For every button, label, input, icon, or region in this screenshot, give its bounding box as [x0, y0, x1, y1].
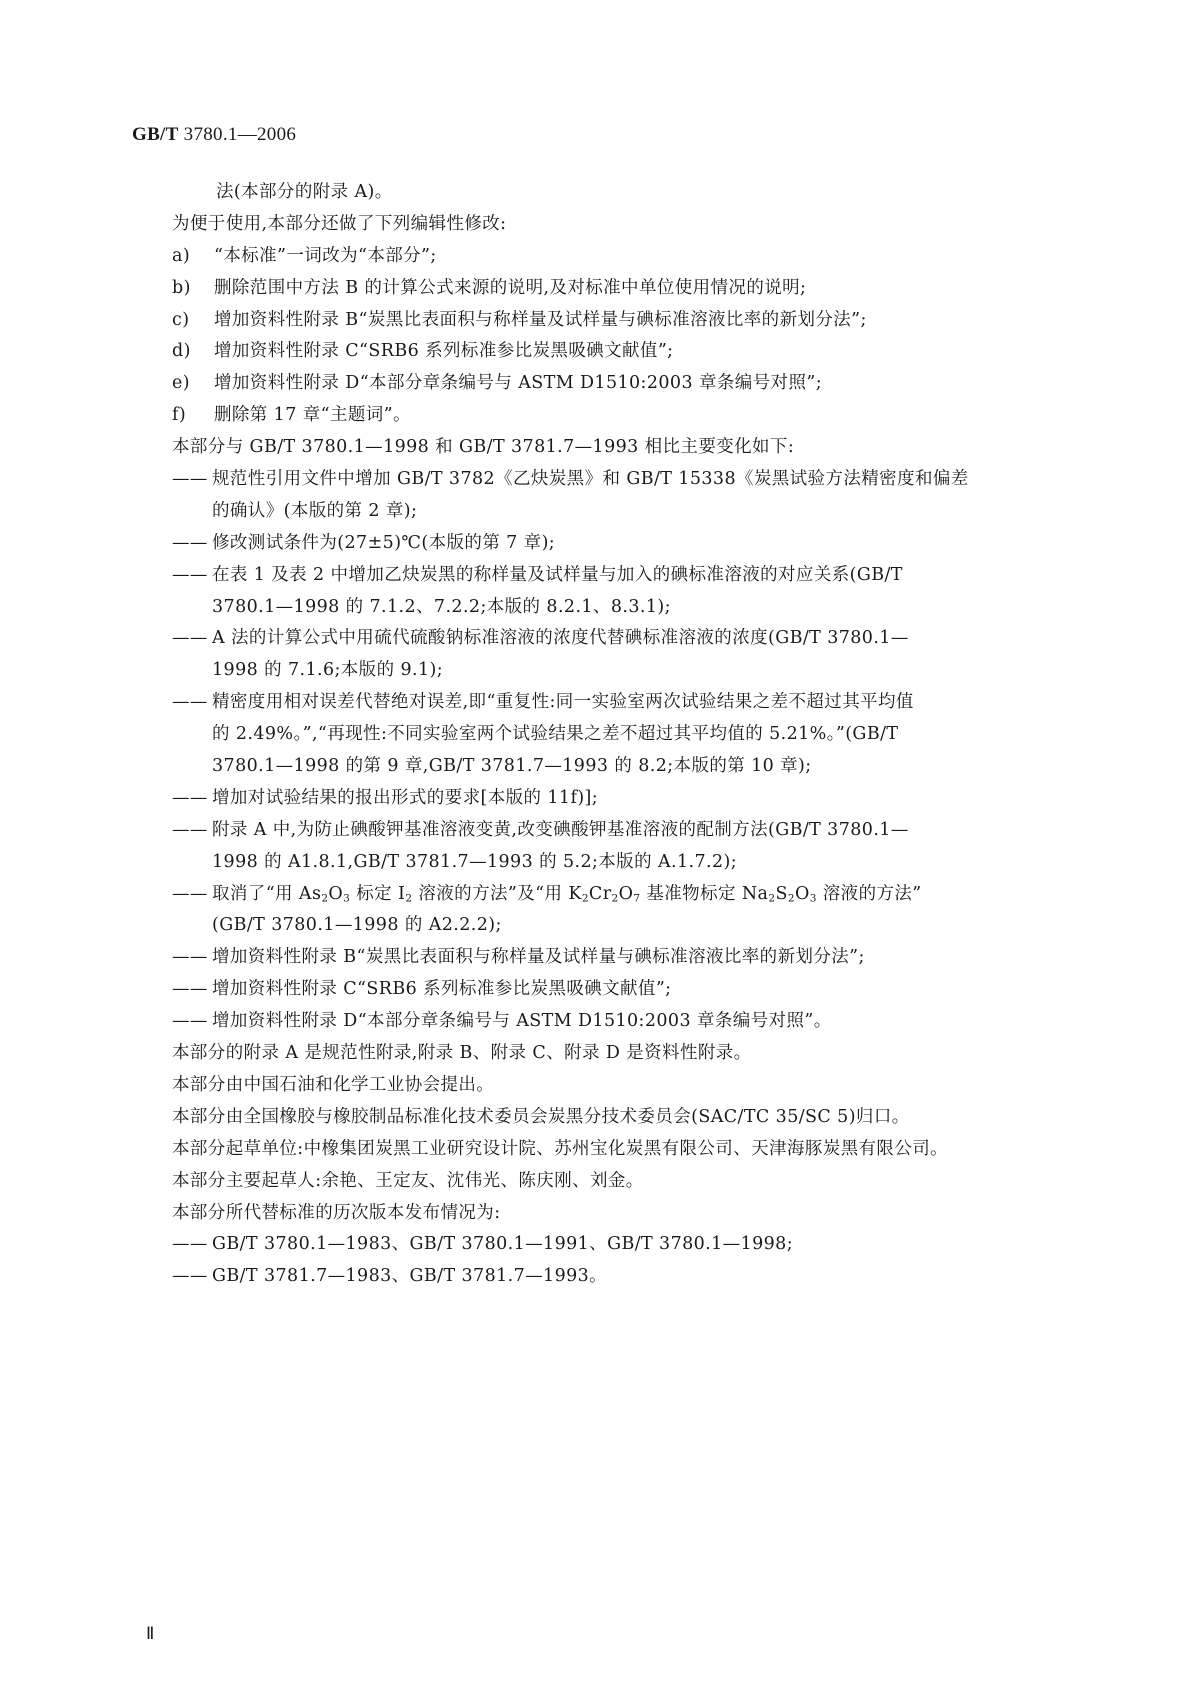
document-code	[132, 124, 296, 146]
text-line	[172, 1166, 1052, 1198]
text-line	[172, 783, 1052, 815]
text-line	[172, 879, 1052, 911]
text-line	[172, 655, 1052, 687]
list-marker: e)	[172, 373, 190, 394]
line-text: 增加资料性附录 B“炭黑比表面积与称样量及试样量与碘标准溶液比率的新划分法”;	[212, 947, 865, 968]
line-text: GB/T 3780.1—1983、GB/T 3780.1—1991、GB/T 3780.1—1998;	[212, 1234, 794, 1255]
line-text: 删除第 17 章“主题词”。	[214, 405, 411, 426]
text-line	[172, 847, 1052, 879]
line-text: 本部分的附录 A 是规范性附录,附录 B、附录 C、附录 D 是资料性附录。	[172, 1043, 752, 1064]
dash-marker: ——	[172, 469, 208, 490]
subscript: 2	[611, 892, 619, 905]
subscript: 2	[321, 892, 329, 905]
line-text: 删除范围中方法 B 的计算公式来源的说明,及对标准中单位使用情况的说明;	[214, 277, 807, 298]
text-fragment: 基准物标定 Na	[640, 883, 769, 904]
text-line	[172, 305, 1052, 337]
list-marker: c)	[172, 309, 190, 330]
dash-marker: ——	[172, 1011, 208, 1032]
subscript: 2	[787, 892, 795, 905]
text-line	[172, 336, 1052, 368]
line-text: 在表 1 及表 2 中增加乙炔炭黑的称样量及试样量与加入的碘标准溶液的对应关系(GB/T	[212, 564, 903, 585]
line-text: 本部分与 GB/T 3780.1—1998 和 GB/T 3781.7—1993 相比主要变化如下:	[172, 437, 795, 458]
text-fragment: 溶液的方法”及“用 K	[412, 883, 582, 904]
text-fragment: O	[328, 883, 344, 904]
text-fragment: 溶液的方法”	[816, 883, 922, 904]
dash-marker: ——	[172, 692, 208, 713]
line-text: 规范性引用文件中增加 GB/T 3782《乙炔炭黑》和 GB/T 15338《炭黑试验方法精密度和偏差	[212, 469, 969, 490]
text-line	[172, 464, 1052, 496]
line-text: 精密度用相对误差代替绝对误差,即“重复性:同一实验室两次试验结果之差不超过其平均值	[212, 692, 914, 713]
line-text: 修改测试条件为(27±5)℃(本版的第 7 章);	[212, 532, 556, 553]
line-text: 本部分由中国石油和化学工业协会提出。	[172, 1074, 495, 1095]
foreword-body	[172, 177, 1052, 1293]
text-line	[172, 177, 1052, 209]
text-line	[172, 432, 1052, 464]
text-fragment: O	[794, 883, 810, 904]
line-text: 3780.1—1998 的 7.1.2、7.2.2;本版的 8.2.1、8.3.1);	[212, 596, 671, 617]
text-line	[172, 400, 1052, 432]
subscript: 2	[581, 892, 589, 905]
line-text: 增加资料性附录 C“SRB6 系列标准参比炭黑吸碘文献值”;	[212, 979, 672, 1000]
subscript: 3	[809, 892, 817, 905]
dash-marker: ——	[172, 819, 208, 840]
dash-marker: ——	[172, 564, 208, 585]
list-marker: d)	[172, 341, 191, 362]
text-line	[172, 1006, 1052, 1038]
text-fragment: O	[618, 883, 634, 904]
text-fragment: Cr	[588, 883, 612, 904]
text-line	[172, 974, 1052, 1006]
dash-marker: ——	[172, 979, 208, 1000]
text-line	[172, 1102, 1052, 1134]
text-line	[172, 241, 1052, 273]
line-text: 本部分主要起草人:余艳、王定友、沈伟光、陈庆刚、刘金。	[172, 1170, 644, 1191]
line-text	[212, 884, 922, 904]
list-marker: f)	[172, 405, 187, 426]
dash-marker: ——	[172, 947, 208, 968]
line-text: (GB/T 3780.1—1998 的 A2.2.2);	[212, 915, 502, 936]
text-line	[172, 496, 1052, 528]
page-number: Ⅱ	[146, 1624, 155, 1643]
text-line	[172, 1038, 1052, 1070]
line-text: 本部分起草单位:中橡集团炭黑工业研究设计院、苏州宝化炭黑有限公司、天津海豚炭黑有限公司。	[172, 1138, 948, 1159]
line-text: 增加资料性附录 B“炭黑比表面积与称样量及试样量与碘标准溶液比率的新划分法”;	[214, 309, 867, 330]
dash-marker: ——	[172, 787, 208, 808]
line-text: 增加资料性附录 D“本部分章条编号与 ASTM D1510:2003 章条编号对照”。	[212, 1011, 832, 1032]
text-line	[172, 687, 1052, 719]
text-fragment: 标定 I	[350, 883, 406, 904]
line-text: 本部分由全国橡胶与橡胶制品标准化技术委员会炭黑分技术委员会(SAC/TC 35/SC 5)归口。	[172, 1106, 910, 1127]
text-line	[172, 623, 1052, 655]
text-fragment: 取消了“用 As	[212, 883, 322, 904]
line-text: 增加对试验结果的报出形式的要求[本版的 11f)];	[212, 787, 599, 808]
document-code-prefix: GB/T	[132, 124, 179, 145]
text-line	[172, 1261, 1052, 1293]
text-line	[172, 209, 1052, 241]
text-line	[172, 528, 1052, 560]
subscript: 7	[633, 892, 641, 905]
line-text: A 法的计算公式中用硫代硫酸钠标准溶液的浓度代替碘标准溶液的浓度(GB/T 3780.1—	[212, 628, 909, 649]
subscript: 2	[768, 892, 776, 905]
line-text: 法(本部分的附录 A)。	[216, 182, 393, 202]
subscript: 2	[405, 892, 413, 905]
line-text: “本标准”一词改为“本部分”;	[214, 245, 437, 266]
dash-marker: ——	[172, 1266, 208, 1287]
line-text: 的确认》(本版的第 2 章);	[212, 500, 418, 521]
text-line	[172, 1229, 1052, 1261]
text-fragment: S	[775, 883, 788, 904]
dash-marker: ——	[172, 883, 208, 904]
text-line	[172, 815, 1052, 847]
line-text: 增加资料性附录 D“本部分章条编号与 ASTM D1510:2003 章条编号对照”;	[214, 373, 822, 394]
document-code-number: 3780.1—2006	[178, 124, 297, 145]
dash-marker: ——	[172, 532, 208, 553]
text-line	[172, 719, 1052, 751]
line-text: 为便于使用,本部分还做了下列编辑性修改:	[172, 213, 507, 234]
text-line	[172, 368, 1052, 400]
list-marker: a)	[172, 245, 191, 266]
line-text: 附录 A 中,为防止碘酸钾基准溶液变黄,改变碘酸钾基准溶液的配制方法(GB/T 3780.1—	[212, 819, 909, 840]
subscript: 3	[343, 892, 351, 905]
text-line	[172, 1198, 1052, 1230]
text-line	[172, 560, 1052, 592]
dash-marker: ——	[172, 628, 208, 649]
text-line	[172, 1134, 1052, 1166]
text-line	[172, 273, 1052, 305]
line-text: 本部分所代替标准的历次版本发布情况为:	[172, 1202, 501, 1223]
text-line	[172, 592, 1052, 624]
line-text: GB/T 3781.7—1983、GB/T 3781.7—1993。	[212, 1266, 608, 1287]
text-line	[172, 751, 1052, 783]
line-text: 的 2.49%。”,“再现性:不同实验室两个试验结果之差不超过其平均值的 5.21%。”(GB/T	[212, 724, 899, 745]
line-text: 1998 的 7.1.6;本版的 9.1);	[212, 660, 444, 681]
line-text: 3780.1—1998 的第 9 章,GB/T 3781.7—1993 的 8.2;本版的第 10 章);	[212, 756, 812, 777]
line-text: 1998 的 A1.8.1,GB/T 3781.7—1993 的 5.2;本版的 A.1.7.2);	[212, 851, 737, 872]
text-line	[172, 910, 1052, 942]
list-marker: b)	[172, 277, 191, 298]
dash-marker: ——	[172, 1234, 208, 1255]
line-text: 增加资料性附录 C“SRB6 系列标准参比炭黑吸碘文献值”;	[214, 341, 674, 362]
text-line	[172, 942, 1052, 974]
text-line	[172, 1070, 1052, 1102]
